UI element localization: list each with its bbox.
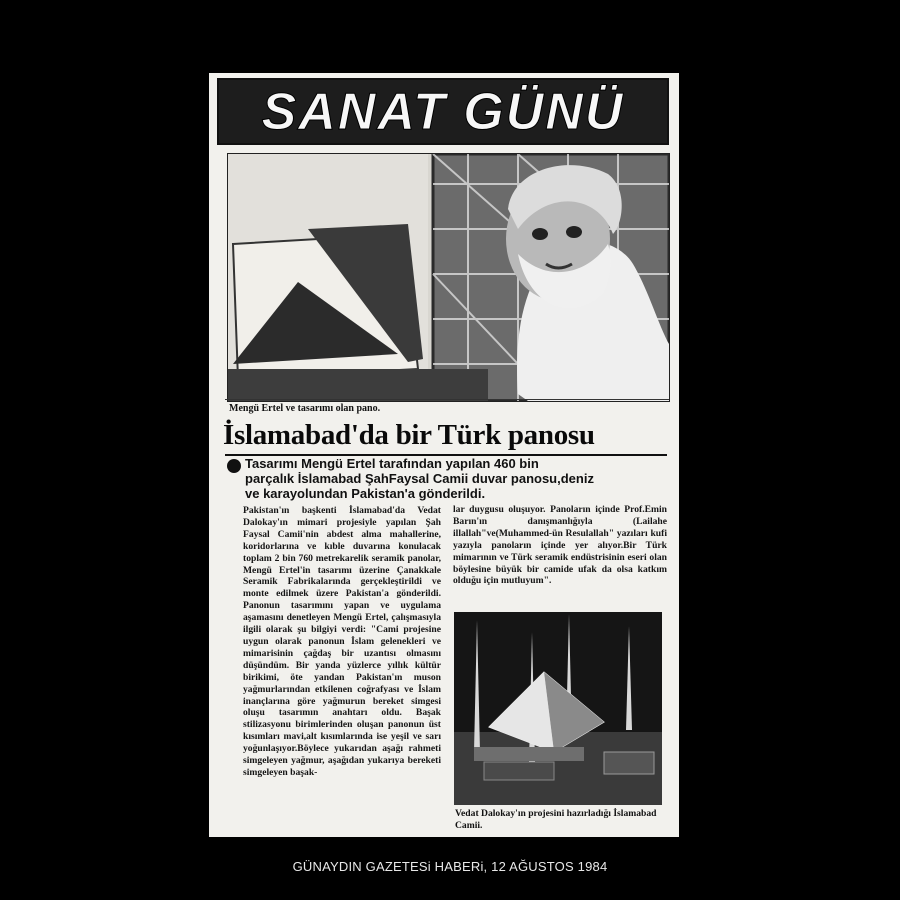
masthead <box>217 78 669 145</box>
bottom-photo-caption: Vedat Dalokay'ın projesini hazırladığı İslamabad Camii. <box>455 808 657 831</box>
source-credit: GÜNAYDIN GAZETESi HABERi, 12 AĞUSTOS 1984 <box>292 859 608 874</box>
article-lead <box>245 456 665 501</box>
bullet-icon <box>227 459 241 473</box>
lead-line-1: Tasarımı Mengü Ertel tarafından yapılan 460 bin <box>245 456 539 471</box>
masthead-title: SANAT GÜNÜ <box>261 82 625 141</box>
artist-with-panel-photo <box>227 153 670 402</box>
newspaper-clipping <box>209 73 679 837</box>
mosque-model-photo <box>454 612 662 805</box>
lead-line-2: parçalık İslamabad ŞahFaysal Camii duvar panosu,deniz <box>245 471 594 486</box>
lead-line-3: ve karayolundan Pakistan'a gönderildi. <box>245 486 486 501</box>
top-photo-caption: Mengü Ertel ve tasarımı olan pano. <box>229 403 381 414</box>
body-column-left <box>243 505 441 779</box>
body-column-right <box>453 504 667 587</box>
mosque-model-illustration <box>454 612 662 805</box>
caption-rule <box>225 399 669 400</box>
artist-photo-illustration <box>228 154 669 401</box>
article-headline: İslamabad'da bir Türk panosu <box>223 419 595 451</box>
body-paragraph: lar duygusu oluşuyor. Panoların içinde Prof.Emin Barın'ın danışmanlığıyla (Lailahe illallah"ve(Muhammed-ün Resulallah" yazıları kufi yazıyla panoların içinde yer alıyor.Bir Türk mimarının ve Türk seramik endüstrisinin eseri olan böylesine büyük bir camide ufak da olsa katkım olduğu için mutluyum". <box>453 504 667 587</box>
body-paragraph: Pakistan'ın başkenti İslamabad'da Vedat Dalokay'ın mimari projesiyle yapılan Şah Faysal Camii'nin abdest alma mahallerine, koridorlarına ve kıble duvarına konulacak toplam 2 bin 760 metrekarelik seramik panolar, Mengü Ertel'in tasarımı üzerine Çanakkale Seramik Fabrikalarında gerçekleştirildi ve monte edilmek üzere Pakistan'a gönderildi. Panonun tasarımını yapan ve uygulama aşamasını denetleyen Mengü Ertel, çalışmasıyla ilgili olarak şu bilgiyi verdi: "Cami projesine uygun olarak panonun İslam gelenekleri ve mimarisinin çağdaş bir uzantısı olmasını düşündüm. Bir yanda yüzlerce yıllık kültür birikimi, öte yandan Pakistan'ın muson yağmurlarından etkilenen coğrafyası ve İslam inançlarına göre yağmurun bereket simgesi oluşu tasarımın anahtarı oldu. Başak stilizasyonu birimlerinden oluşan panonun üst kısımları mavi,alt kısımlarında ise yeşil ve sarı yoğunlaşıyor.Böylece yukarıdan aşağı rahmeti simgeleyen yağmur, aşağıdan yukarıya bereketi simgeleyen başak- <box>243 505 441 778</box>
